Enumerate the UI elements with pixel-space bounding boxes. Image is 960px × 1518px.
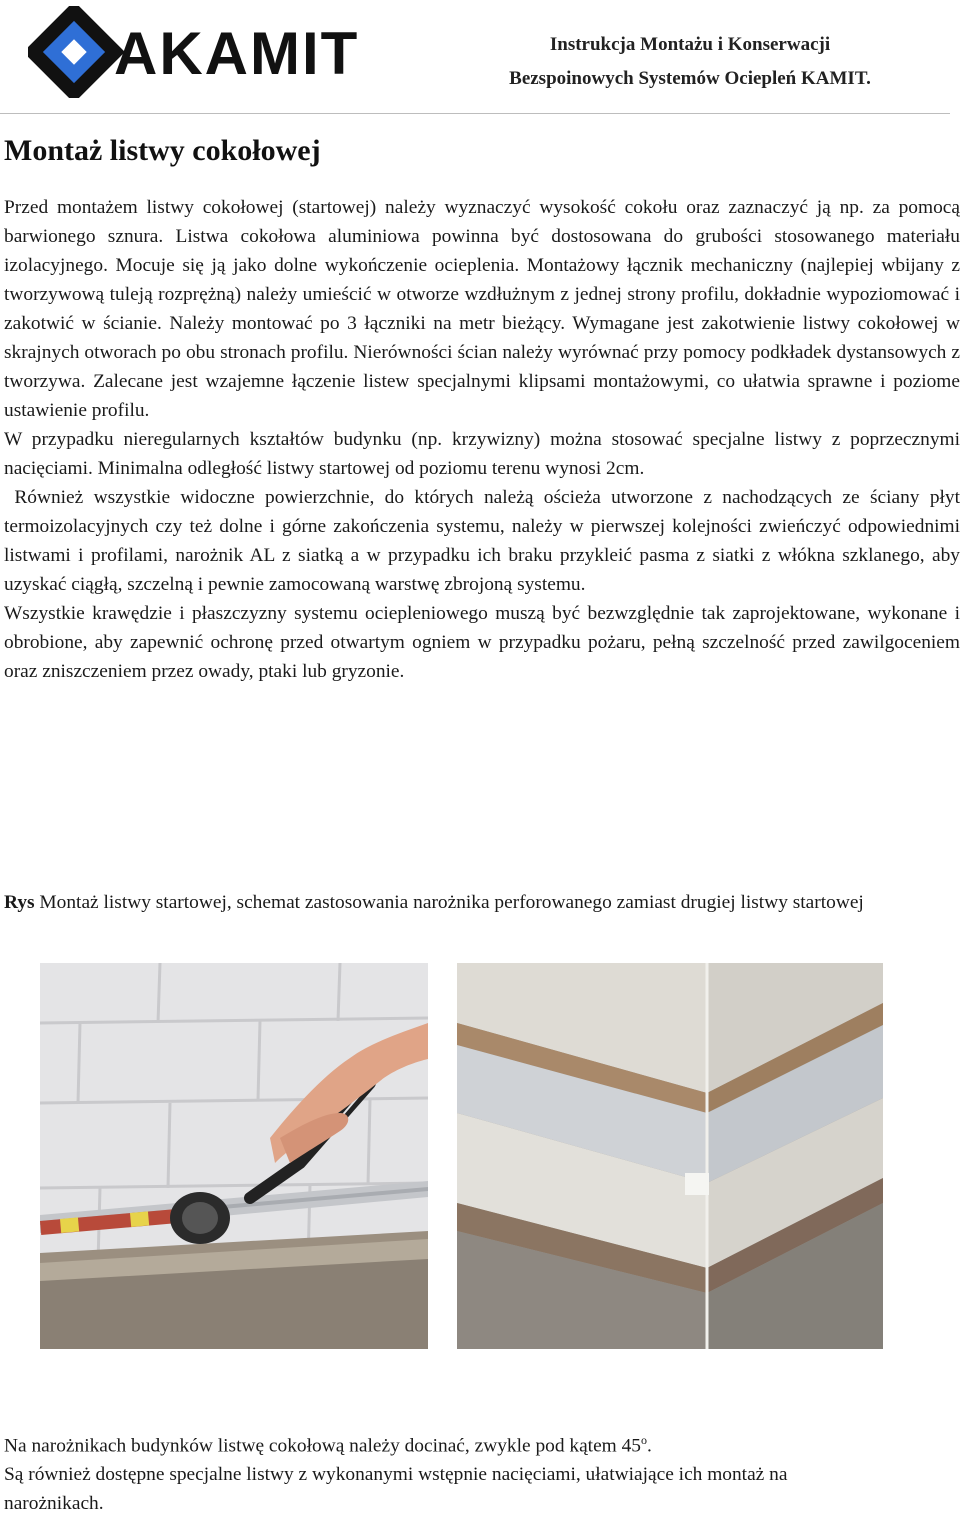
caption-text: Montaż listwy startowej, schemat zastosowania narożnika perforowanego zamiast drugiej listwy startowej <box>34 892 864 913</box>
footer-line-1 <box>4 1426 960 1460</box>
figure-caption <box>4 888 960 917</box>
footer-line-2: Są również dostępne specjalne listwy z wykonanymi wstępnie nacięciami, ułatwiające ich montaż na narożnikach. <box>4 1464 788 1515</box>
degree-mark: o <box>641 1433 647 1447</box>
footer-line-1-end: . <box>647 1435 652 1457</box>
paragraph-2: W przypadku nieregularnych kształtów budynku (np. krzywizny) można stosować specjalne listwy z poprzecznymi nacięciami. Minimalna odległość listwy startowej od poziomu terenu wynosi 2cm. <box>4 429 960 479</box>
paragraph-1: Przed montażem listwy cokołowej (startowej) należy wyznaczyć wysokość cokołu oraz zaznaczyć ją np. za pomocą barwionego sznura. Listwa cokołowa aluminiowa powinna być dostosowana do grubości stosowanego materiału izolacyjnego. Mocuje się ją jako dolne wykończenie ocieplenia. Montażowy łącznik mechaniczny (najlepiej wbijany z tworzywową tuleją rozprężną) należy umieścić w otworze wzdłużnym z jednej strony profilu, dokładnie wypoziomować i zakotwić w ścianie. Należy montować po 3 łączniki na metr bieżący. Wymagane jest zakotwienie listwy cokołowej w skrajnych otworach po obu stronach profilu. Nierówności ścian należy wyrównać przy pomocy podkładek dystansowych z tworzywa. Zalecane jest wzajemne łączenie listew specjalnymi klipsami montażowymi, co ułatwia sprawne i poziome ustawienie profilu. <box>4 197 960 421</box>
company-logo <box>28 6 400 98</box>
paragraph-3: Również wszystkie widoczne powierzchnie, do których należą ościeża utworzone z nachodzących ze ściany płyt termoizolacyjnych czy też dolne i górne zakończenia systemu, należy w pierwszej kolejności zwieńczyć odpowiednimi listwami i profilami, narożnik AL z siatką a w przypadku ich braku przykleić pasma z siatki z włókna szklanego, aby uzyskać ciągłą, szczelną i pewnie zamocowaną warstwę zbrojoną systemu. <box>4 487 960 595</box>
section-title: Montaż listwy cokołowej <box>4 134 321 167</box>
document-header <box>440 28 940 96</box>
photo-hammer-installing-strip <box>40 963 428 1349</box>
photo-corner-profile <box>457 963 883 1349</box>
body-text <box>4 193 960 686</box>
paragraph-4: Wszystkie krawędzie i płaszczyzny systemu ociepleniowego muszą być bezwzględnie tak zaprojektowane, wykonane i obrobione, aby zapewnić ochronę przed otwartym ogniem w przypadku pożaru, pełną szczelność przed zawilgoceniem oraz zniszczeniem przez owady, ptaki lub gryzonie. <box>4 603 960 682</box>
header-line-1: Instrukcja Montażu i Konserwacji <box>549 34 831 55</box>
header-line-2: Bezspoinowych Systemów Ociepleń KAMIT. <box>509 68 871 89</box>
footer-note <box>4 1426 960 1518</box>
caption-label: Rys <box>4 892 35 913</box>
logo-wordmark: AKAMIT <box>114 20 360 87</box>
footer-line-1-text: Na narożnikach budynków listwę cokołową należy docinać, zwykle pod kątem 45 <box>4 1435 641 1457</box>
header-divider <box>0 113 950 114</box>
